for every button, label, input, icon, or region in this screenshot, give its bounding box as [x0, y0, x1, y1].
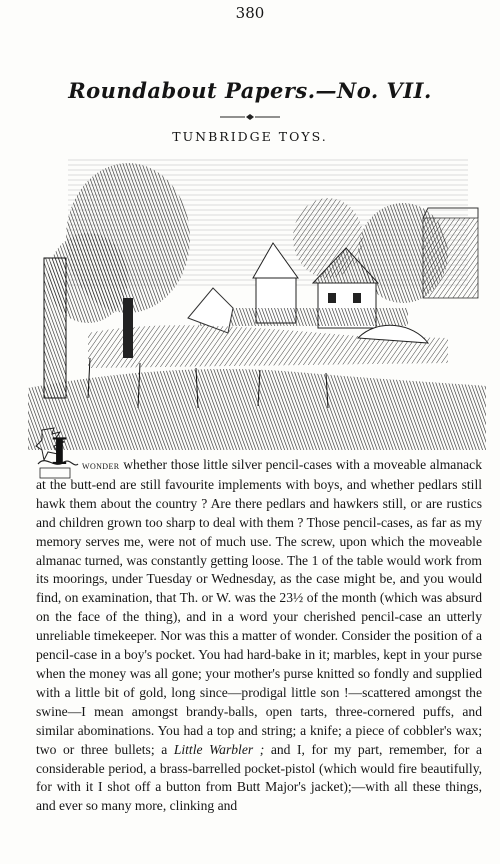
village-engraving: [28, 158, 486, 450]
first-word: wonder: [82, 460, 120, 472]
page-number: 380: [235, 4, 265, 22]
essay-title: TUNBRIDGE TOYS.: [172, 129, 328, 144]
series-title: Roundabout Papers.—No. VII.: [68, 78, 432, 103]
body-italic: Little Warbler ;: [173, 741, 265, 757]
essay-body: [36, 456, 482, 816]
drop-cap-letter: I: [51, 431, 68, 473]
title-ornament: [218, 113, 282, 121]
body-text-1: whether those little silver pencil-cases with a moveable almanack at the butt-end are still favourite implements with boys, and whether pedlars still hawk them about the country ? Are there pedlars and hawkers still, or are rustics and children grown too sharp to deal with them ? Those pencil-cases, as far as my memory serves me, were not of much use. The screw, upon which the moveable almanac turned, was constantly getting loose. The 1 of the table would work from its moorings, under Tuesday or Wednesday, as the case might be, and you would find, on examination, that Th. or W. was the 23½ of the month (which was absurd on the face of the thing), and in a word your cherished pencil-case an utterly unreliable timekeeper. Nor was this a matter of wonder. Consider the position of a pencil-case in a boy's pocket. You had hard-bake in it; marbles, kept in your purse when the money was all gone; your mother's purse knitted so fondly and supplied with a little bit of gold, long since—prodigal little son !—scattered amongst the swine—I mean amongst brandy-balls, open tarts, three-cornered puffs, and similar abominations. You had a top and string; a knife; a piece of cobbler's wax; two or three bullets; a: [36, 457, 482, 757]
body-text-2: and I, for my part, remember, for a considerable period, a brass-barrelled pocket-pistol (which would fire beautifully, for with it I shot off a button from Butt Major's jacket);—with all these things, and ever so many more, clinking and: [36, 741, 482, 814]
